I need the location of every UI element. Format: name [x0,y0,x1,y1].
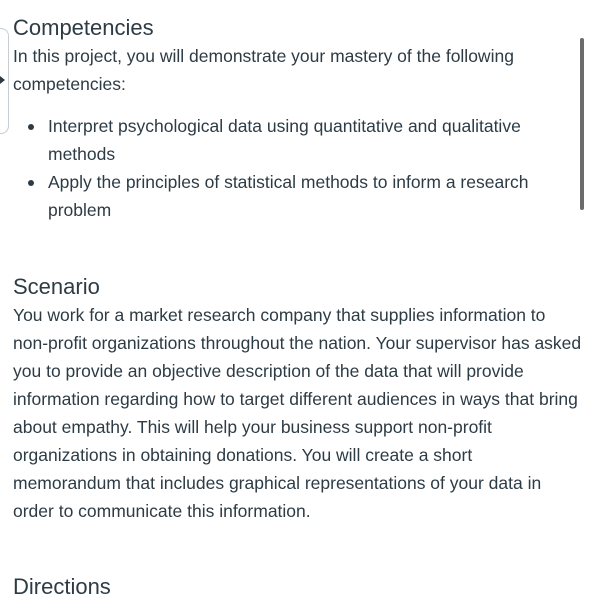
directions-heading: Directions [13,574,111,599]
scenario-body: You work for a market research company that supplies information to non-profit organizations throughout the nation. Your supervisor has asked you to provide an objective description of the data that will provide information regarding how to target different audiences in ways that bring about empathy. This will help your business support non-profit organizations in obtaining donations. You will create a short memorandum that includes graphical representations of your data in order to communicate this information. [13,305,582,521]
competencies-heading: Competencies [13,15,154,40]
scenario-heading: Scenario [13,274,100,299]
competencies-list [13,112,583,224]
bullet-icon [28,124,34,130]
spacer [13,224,583,273]
competency-item-text: Apply the principles of statistical methods to inform a research problem [48,172,529,220]
competency-item [13,112,568,168]
competency-item-text: Interpret psychological data using quantitative and qualitative methods [48,116,521,164]
competencies-intro: In this project, you will demonstrate your mastery of the following competencies: [13,46,514,94]
main-content [13,14,583,599]
bullet-icon [28,180,34,186]
competency-item [13,168,568,224]
chevron-right-icon [0,76,5,84]
vertical-scrollbar[interactable] [580,38,584,210]
spacer [13,525,583,573]
